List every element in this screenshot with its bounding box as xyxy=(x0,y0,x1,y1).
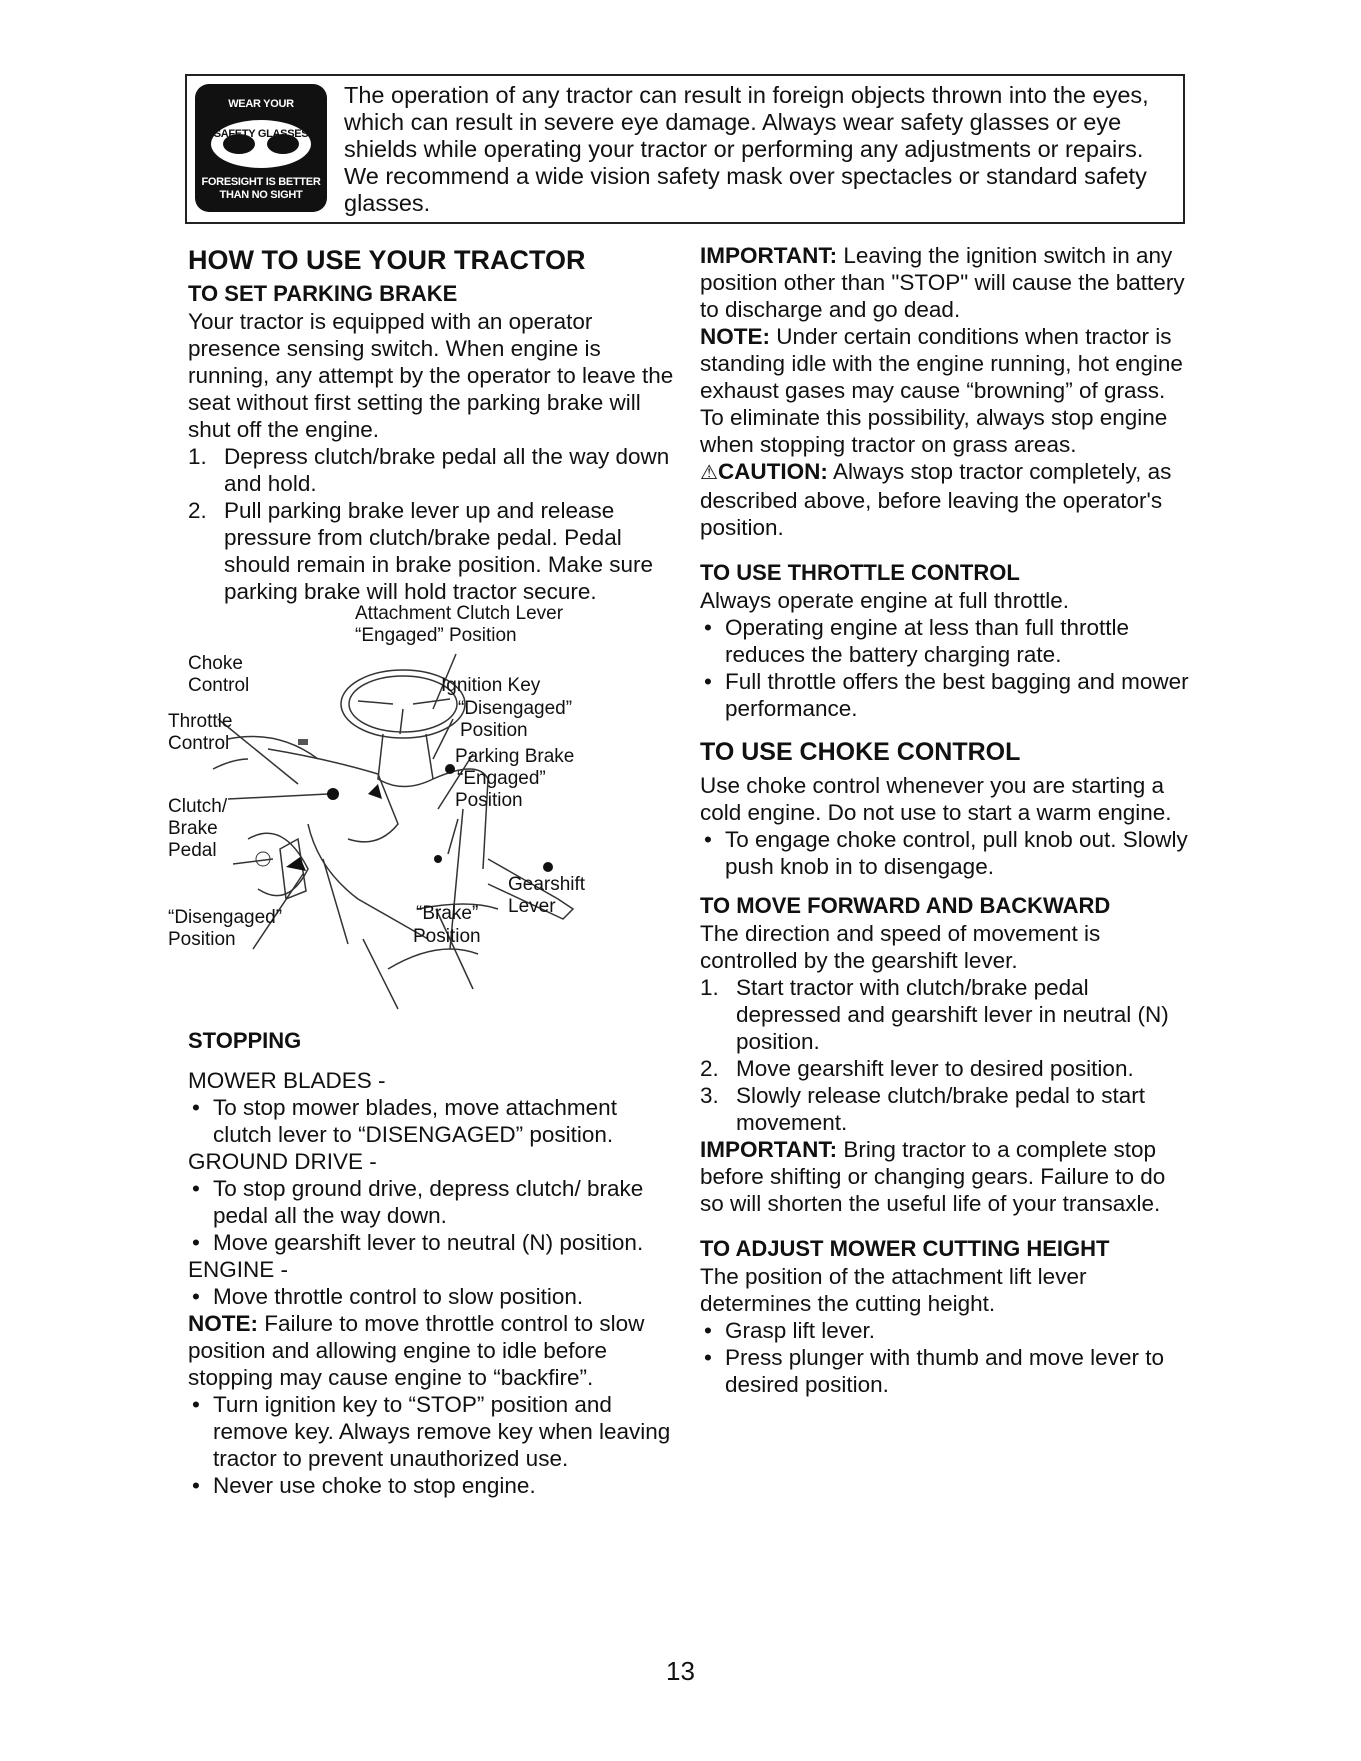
tractor-controls-drawing xyxy=(188,609,678,1027)
parking-brake-intro: Your tractor is equipped with an operator presence sensing switch. When engine is running, any attempt by the operator to leave the seat without first setting the parking brake will shut off the engine. xyxy=(188,309,674,442)
important-label: IMPORTANT: xyxy=(700,243,838,268)
mower-blades-label: MOWER BLADES - xyxy=(188,1068,386,1093)
bullet-text: Full throttle offers the best bagging and mower performance. xyxy=(725,669,1189,721)
label-brake-quote: “Brake” xyxy=(416,903,479,924)
label-ignition-key: Ignition Key xyxy=(441,675,541,696)
page-number: 13 xyxy=(666,1656,695,1686)
note-text: Under certain conditions when tractor is standing idle with the engine running, hot engine exhaust gases may cause “browning” of grass. To eliminate this possibility, always stop engine when stopping tractor on grass areas. xyxy=(700,324,1183,457)
caution-stop xyxy=(700,458,1190,541)
stopping-note xyxy=(188,1310,678,1391)
icon-text-line: THAN NO SIGHT xyxy=(219,189,303,201)
step-number: 2. xyxy=(188,498,207,523)
step-number: 1. xyxy=(700,975,719,1000)
section-title: HOW TO USE YOUR TRACTOR xyxy=(188,245,586,275)
label-parking-engaged: “Engaged” xyxy=(457,768,546,789)
bullet-text: Move throttle control to slow position. xyxy=(213,1284,584,1309)
step-text: Move gearshift lever to desired position. xyxy=(736,1056,1134,1081)
bullet-text: Press plunger with thumb and move lever to desired position. xyxy=(725,1345,1164,1397)
step-number: 3. xyxy=(700,1083,719,1108)
bullet-text: To stop mower blades, move attachment clutch lever to “DISENGAGED” position. xyxy=(213,1095,617,1147)
list-item: • Operating engine at less than full throttle reduces the battery charging rate. xyxy=(704,615,1130,667)
list-item: • To engage choke control, pull knob out. Slowly push knob in to disengage. xyxy=(704,827,1188,879)
list-item: • To stop mower blades, move attachment clutch lever to “DISENGAGED” position. xyxy=(192,1095,617,1147)
ground-drive-label: GROUND DRIVE - xyxy=(188,1149,377,1174)
caution-label: CAUTION: xyxy=(717,459,828,484)
parking-brake-heading: TO SET PARKING BRAKE xyxy=(188,281,458,306)
step-text: Slowly release clutch/brake pedal to start movement. xyxy=(736,1083,1145,1135)
important-ignition xyxy=(700,242,1190,323)
bullet-text: Grasp lift lever. xyxy=(725,1318,876,1343)
tractor-controls-diagram xyxy=(168,603,678,1027)
important-gears xyxy=(700,1136,1190,1217)
note-text: Failure to move throttle control to slow position and allowing engine to idle before stopping may cause engine to “backfire”. xyxy=(188,1311,645,1390)
right-column xyxy=(700,242,1190,1398)
list-item xyxy=(700,974,1190,1055)
safety-glasses-icon xyxy=(195,84,327,212)
list-item xyxy=(188,497,678,605)
label-attachment-clutch: Attachment Clutch Lever xyxy=(355,603,564,624)
safety-warning-box xyxy=(185,74,1185,224)
engine-label: ENGINE - xyxy=(188,1257,289,1282)
important-text: Bring tractor to a complete stop before shifting or changing gears. Failure to do so will shorten the useful life of your transaxle. xyxy=(700,1137,1166,1216)
list-item: • Turn ignition key to “STOP” position and remove key. Always remove key when leaving tractor to prevent unauthorized use. xyxy=(192,1392,671,1471)
move-heading: TO MOVE FORWARD AND BACKWARD xyxy=(700,893,1111,918)
step-number: 2. xyxy=(700,1056,719,1081)
important-text: Leaving the ignition switch in any position other than "STOP" will cause the battery to discharge and go dead. xyxy=(700,243,1185,322)
icon-text-line: WEAR YOUR xyxy=(228,98,294,110)
warning-text: The operation of any tractor can result in foreign objects thrown into the eyes, which can result in severe eye damage. Always wear safety glasses or eye shields while operating your tractor or performing any adjustments or repairs. We recommend a wide vision safety mask over spectacles or standard safety glasses. xyxy=(344,82,1149,216)
step-text: Start tractor with clutch/brake pedal depressed and gearshift lever in neutral (N) position. xyxy=(736,975,1169,1054)
caution-warning-icon: ⚠ xyxy=(700,462,718,484)
label-throttle: Throttle xyxy=(168,711,233,732)
bullet-text: Move gearshift lever to neutral (N) position. xyxy=(213,1230,644,1255)
list-item xyxy=(700,1082,1190,1136)
bullet-text: To engage choke control, pull knob out. Slowly push knob in to disengage. xyxy=(725,827,1188,879)
choke-heading: TO USE CHOKE CONTROL xyxy=(700,738,1021,766)
choke-intro: Use choke control whenever you are starting a cold engine. Do not use to start a warm engine. xyxy=(700,773,1172,825)
bullet-text: Operating engine at less than full throttle reduces the battery charging rate. xyxy=(725,615,1130,667)
step-number: 1. xyxy=(188,444,207,469)
list-item: • Move gearshift lever to neutral (N) position. xyxy=(192,1230,644,1255)
bullet-text: To stop ground drive, depress clutch/ brake pedal all the way down. xyxy=(213,1176,644,1228)
cutting-heading: TO ADJUST MOWER CUTTING HEIGHT xyxy=(700,1236,1110,1261)
note-browning xyxy=(700,323,1190,458)
label-clutch: Clutch/ xyxy=(168,796,228,817)
label-pedal: Pedal xyxy=(168,840,217,861)
list-item: • Never use choke to stop engine. xyxy=(192,1473,536,1498)
bullet-text: Never use choke to stop engine. xyxy=(213,1473,536,1498)
step-text: Depress clutch/brake pedal all the way down and hold. xyxy=(224,444,670,496)
label-ignition-position: Position xyxy=(460,720,528,741)
label-gearshift-lever: Lever xyxy=(508,896,556,917)
label-parking-brake: Parking Brake xyxy=(455,746,575,767)
label-pedal-disengaged: “Disengaged” xyxy=(168,907,283,928)
list-item: • Move throttle control to slow position. xyxy=(192,1284,584,1309)
glasses-icon xyxy=(195,114,327,174)
label-engaged-position: “Engaged” Position xyxy=(355,625,517,646)
list-item: • Full throttle offers the best bagging and mower performance. xyxy=(704,669,1189,721)
important-label: IMPORTANT: xyxy=(700,1137,838,1162)
step-text: Pull parking brake lever up and release pressure from clutch/brake pedal. Pedal should remain in brake position. Make sure parking brake will hold tractor secure. xyxy=(224,498,653,604)
throttle-heading: TO USE THROTTLE CONTROL xyxy=(700,560,1020,585)
label-throttle-control: Control xyxy=(168,733,230,754)
label-gearshift: Gearshift xyxy=(508,874,586,895)
left-column xyxy=(168,242,678,1499)
icon-text-line: FORESIGHT IS BETTER xyxy=(201,176,321,188)
caution-text: Always stop tractor completely, as described above, before leaving the operator's position. xyxy=(700,459,1172,540)
list-item xyxy=(700,1055,1190,1082)
list-item: • To stop ground drive, depress clutch/ brake pedal all the way down. xyxy=(192,1176,644,1228)
list-item: • Press plunger with thumb and move lever to desired position. xyxy=(704,1345,1164,1397)
icon-text-line: SAFETY GLASSES xyxy=(213,128,309,140)
throttle-intro: Always operate engine at full throttle. xyxy=(700,588,1069,613)
label-choke: Choke xyxy=(188,653,243,674)
cutting-intro: The position of the attachment lift lever determines the cutting height. xyxy=(700,1264,1087,1316)
label-choke-control: Control xyxy=(188,675,250,696)
label-brake-position: Position xyxy=(413,926,481,947)
stopping-heading: STOPPING xyxy=(188,1028,302,1053)
move-intro: The direction and speed of movement is controlled by the gearshift lever. xyxy=(700,921,1101,973)
bullet-text: Turn ignition key to “STOP” position and remove key. Always remove key when leaving tractor to prevent unauthorized use. xyxy=(213,1392,671,1471)
label-ignition-disengaged: “Disengaged” xyxy=(458,698,573,719)
label-parking-position: Position xyxy=(455,790,523,811)
list-item xyxy=(188,443,678,497)
list-item: • Grasp lift lever. xyxy=(704,1318,876,1343)
label-brake: Brake xyxy=(168,818,218,839)
note-label: NOTE: xyxy=(188,1311,258,1336)
label-pedal-position: Position xyxy=(168,929,236,950)
note-label: NOTE: xyxy=(700,324,770,349)
